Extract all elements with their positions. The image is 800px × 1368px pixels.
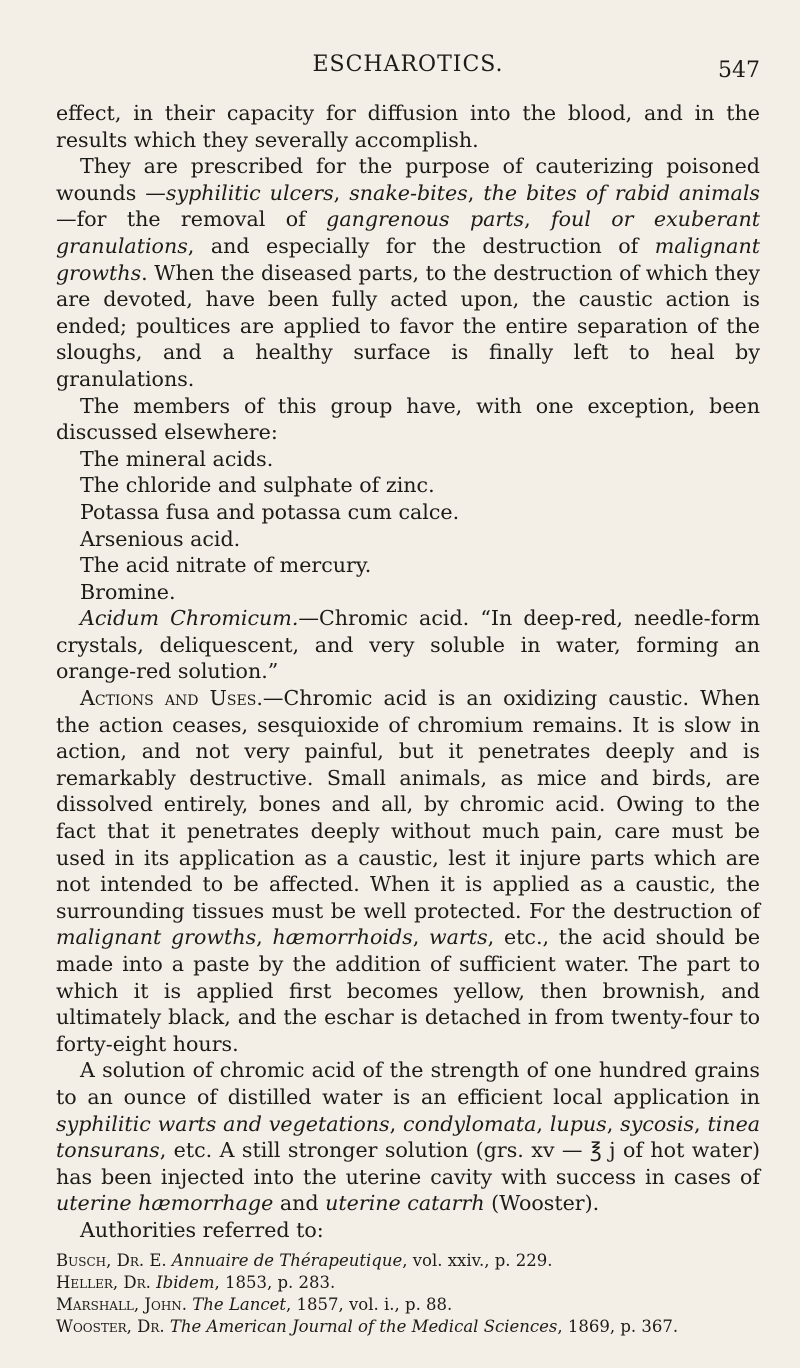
text-run: , [606,1111,621,1136]
text-run: (Wooster). [484,1191,600,1216]
list-item: Potassa fusa and potassa cum calce. [80,499,460,524]
text-run: , [536,1111,550,1136]
paragraph-acidum-chromicum [56,605,760,685]
running-title: ESCHAROTICS. [312,52,504,77]
reference-author: Marshall, John. [56,1294,188,1314]
paragraph-prescribed [56,153,760,392]
reference-author: Wooster, Dr. [56,1316,165,1336]
page-number: 547 [718,58,760,83]
text-run: , [389,1111,404,1136]
authorities-heading: Authorities referred to: [80,1217,324,1242]
reference-item [56,1316,760,1338]
reference-journal: The Lancet [192,1294,286,1314]
text-run: —Chromic acid is an oxidizing caustic. When the action ceases, sesquioxide of chromium remains. It is slow in action, and not very painful, but it penetrates deeply and is remarkably destructive. Small animals, as mice and birds, are dissolved entirely, bones and all, by chromic acid. Owing to the fact that it penetrates deeply without much pain, care must be used in its application as a caustic, lest it injure parts which are not intended to be affected. When it is applied as a caustic, the surrounding tissues must be well protected. For the destruction of [56,686,760,923]
reference-details: , 1857, vol. i., p. 88. [286,1294,453,1314]
list-item: Bromine. [80,579,176,604]
list-item: Arsenious acid. [80,526,241,551]
reference-details: , 1869, p. 367. [557,1316,679,1336]
references-list [56,1250,760,1338]
reference-journal: The American Journal of the Medical Sciences [169,1316,558,1336]
list-item: The acid nitrate of mercury. [80,553,372,578]
reference-item [56,1250,760,1272]
text-run: , [333,180,350,205]
italic-term: tinea tonsurans [56,1111,761,1163]
text-run: , etc. A still stronger solution (grs. xv — ℥ j of hot water) has been injected into the uterine cavity with success in cases of [56,1138,760,1189]
text-run: , and especially for the destruction of [187,233,655,258]
italic-term: uterine catarrh [325,1191,485,1216]
italic-term: snake-bites [349,180,468,205]
paragraph-members: The members of this group have, with one exception, been discussed elsewhere: [56,393,760,445]
paragraph-actions-uses [56,685,760,1057]
text-run: , [694,1111,708,1136]
text-run: and [273,1191,326,1216]
reference-details: , 1853, p. 283. [214,1272,336,1292]
italic-term: lupus [549,1111,607,1136]
list-item: The mineral acids. [80,446,274,471]
reference-item [56,1294,760,1316]
text-run: —for the removal of [56,207,327,232]
text-run: , [412,925,430,950]
text-run: , etc., the acid should be made into a paste by the addition of sufficient water. The part to which it is applied first becomes yellow, then brownish, and ultimately black, and the eschar is detached in from twenty-four to forty-eight hours. [56,925,761,1056]
reference-item [56,1272,760,1294]
italic-term: the bites of rabid animals [483,180,760,205]
text-run: . When the diseased parts, to the destruction of which they are devoted, have been fully acted upon, the caustic action is ended; poultices are applied to favor the entire separation of the sloughs, and a healthy surface is finally left to heal by granulations. [56,260,760,391]
italic-term: foul or exuberant granulations [56,207,760,258]
italic-term: malignant growths [56,233,760,285]
italic-term: gangrenous parts [326,207,525,232]
text-run: , [467,180,484,205]
italic-term: sycosis [620,1111,695,1136]
italic-term: condylomata [403,1111,537,1136]
text-run: They are prescribed for the purpose of cauterizing poisoned wounds — [56,154,760,205]
section-title: Acidum Chromicum. [80,606,299,631]
text-run: , [256,925,273,950]
list-item: The chloride and sulphate of zinc. [80,473,435,498]
italic-term: syphilitic ulcers [165,180,334,205]
text-run: , [524,207,552,232]
italic-term: syphilitic warts and vegetations [56,1111,390,1136]
text-run: A solution of chromic acid of the strength of one hundred grains to an ounce of distilled water is an efficient local application in [56,1058,760,1109]
reference-journal: Ibidem [156,1272,215,1292]
reference-author: Heller, Dr. [56,1272,151,1292]
text-run: —Chromic acid. “In deep-red, needle-form crystals, deliquescent, and very soluble in water, forming an orange-red solution.” [56,606,761,684]
page-header [56,48,760,88]
italic-term: malignant growths [56,925,257,950]
paragraph-solution [56,1057,760,1217]
italic-term: uterine hæmorrhage [56,1191,274,1216]
paragraph-continuation: effect, in their capacity for diffusion into the blood, and in the results which they severally accomplish. [56,101,760,152]
reference-journal: Annuaire de Thérapeutique [171,1250,403,1270]
reference-author: Busch, Dr. E. [56,1250,167,1270]
reference-details: , vol. xxiv., p. 229. [402,1250,553,1270]
body-text [56,100,760,1338]
section-heading: Actions and Uses. [80,686,263,711]
italic-term: hæmorrhoids [272,925,413,950]
italic-term: warts [429,925,488,950]
